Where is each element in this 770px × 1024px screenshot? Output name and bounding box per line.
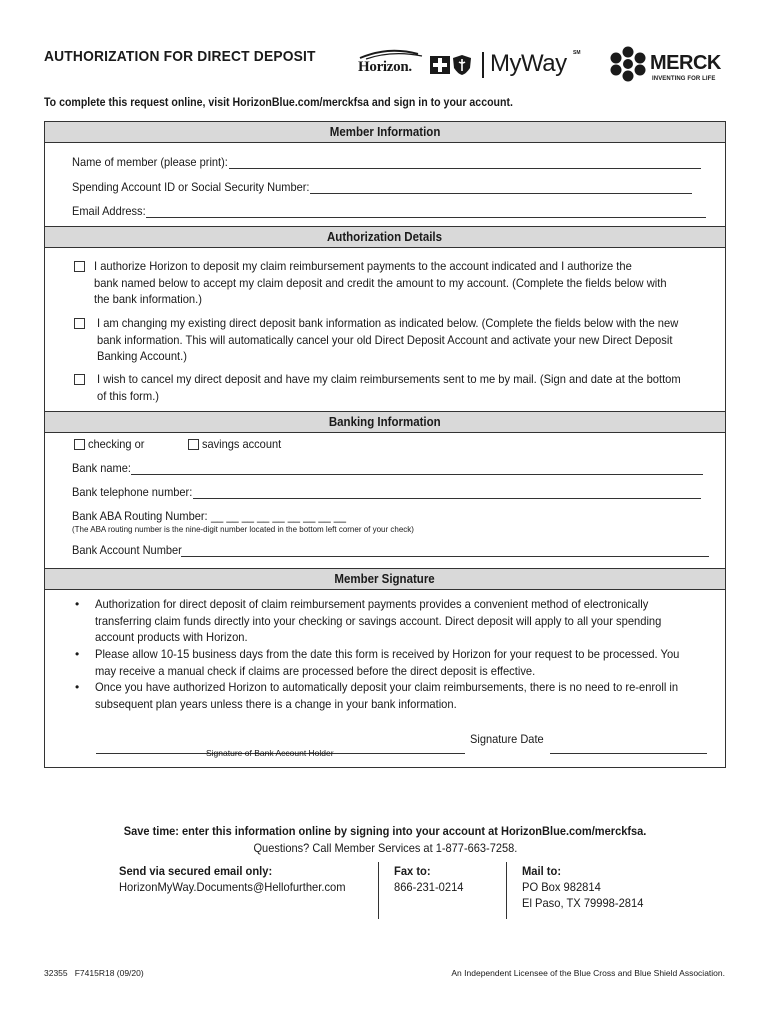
merck-logo-icon bbox=[610, 46, 646, 82]
blue-shield-icon bbox=[452, 54, 472, 76]
signature-date-label bbox=[470, 732, 550, 746]
date-label-text: Signature Date bbox=[470, 732, 544, 746]
section-heading: Authorization Details bbox=[327, 230, 443, 244]
aba-note: (The ABA routing number is the nine-digit number located in the bottom left corner of your check) bbox=[72, 525, 414, 534]
field-label: Email Address: bbox=[72, 204, 146, 218]
horizon-logo bbox=[358, 44, 428, 80]
savings-checkbox[interactable] bbox=[188, 439, 199, 450]
merck-wordmark: MERCK bbox=[650, 52, 721, 74]
signature-date-input[interactable] bbox=[550, 753, 707, 754]
section-heading: Member Information bbox=[329, 125, 441, 139]
bank-phone-input[interactable] bbox=[193, 488, 701, 499]
text-line: Please allow 10-15 business days from the date this form is received by Horizon for your request to be processed. You bbox=[95, 647, 680, 661]
fax-heading: Fax to: bbox=[394, 864, 431, 878]
email-heading: Send via secured email only: bbox=[119, 864, 273, 878]
text-line: Banking Account.) bbox=[97, 349, 187, 363]
mail-heading: Mail to: bbox=[522, 864, 562, 878]
mail-line: El Paso, TX 79998-2814 bbox=[522, 896, 644, 910]
section-member-information bbox=[45, 121, 725, 143]
merck-tagline: INVENTING FOR LIFE bbox=[652, 76, 716, 82]
section-heading: Member Signature bbox=[334, 572, 436, 586]
fax-contact bbox=[394, 863, 469, 895]
blue-cross-icon bbox=[430, 56, 450, 74]
section-member-signature bbox=[45, 568, 725, 590]
signature-caption: Signature of Bank Account Holder bbox=[206, 748, 334, 758]
text-line: the bank information.) bbox=[94, 292, 202, 306]
bullet-item bbox=[95, 679, 722, 712]
text-line: subsequent plan years unless there is a change in your bank information. bbox=[95, 696, 457, 711]
questions-line: Questions? Call Member Services at 1-877-663-7258. bbox=[253, 841, 517, 855]
account-number-input[interactable] bbox=[181, 546, 709, 557]
bullet-item bbox=[95, 596, 704, 646]
bullet-dot: • bbox=[75, 597, 80, 611]
aba-routing-input[interactable]: __ __ __ __ __ __ __ __ __ bbox=[211, 509, 347, 523]
email-contact bbox=[119, 863, 363, 895]
account-id-field[interactable] bbox=[72, 180, 692, 194]
form-box bbox=[44, 121, 726, 768]
email-input[interactable] bbox=[146, 207, 706, 218]
section-heading: Banking Information bbox=[329, 415, 441, 429]
intro-text: To complete this request online, visit HorizonBlue.com/merckfsa and sign in to your account. bbox=[44, 97, 513, 109]
authorize-deposit-checkbox[interactable] bbox=[74, 261, 85, 272]
member-name-input[interactable] bbox=[229, 158, 701, 169]
cancel-deposit-checkbox[interactable] bbox=[74, 374, 85, 385]
account-id-input[interactable] bbox=[310, 183, 692, 194]
mail-contact bbox=[522, 863, 653, 911]
authorize-deposit-text bbox=[94, 258, 710, 308]
bullet-dot: • bbox=[75, 680, 80, 694]
bank-name-input[interactable] bbox=[131, 464, 703, 475]
text-line: I am changing my existing direct deposit bank information as indicated below. (Complete the fields below with the new bbox=[97, 316, 679, 330]
field-label: Bank telephone number: bbox=[72, 485, 193, 499]
text-line: Authorization for direct deposit of claim reimbursement payments provides a convenient method of electronically bbox=[95, 597, 649, 611]
text-line: bank information. This will automatically cancel your old Direct Deposit Account and activate your new Direct Deposit bbox=[97, 332, 673, 347]
field-label: Name of member (please print): bbox=[72, 155, 228, 169]
field-label: Bank Account Number bbox=[72, 543, 182, 557]
change-bank-text bbox=[97, 315, 722, 365]
form-title: AUTHORIZATION FOR DIRECT DEPOSIT bbox=[44, 48, 316, 65]
questions-text bbox=[0, 841, 770, 855]
text-line: of this form.) bbox=[97, 388, 160, 403]
contact-divider bbox=[506, 862, 507, 919]
bullet-item bbox=[95, 646, 723, 679]
horizon-swoosh-icon bbox=[358, 44, 428, 60]
section-banking-information bbox=[45, 411, 725, 433]
horizon-wordmark: Horizon. bbox=[358, 59, 412, 75]
save-time-text bbox=[0, 824, 770, 838]
licensee-text: An Independent Licensee of the Blue Cross and Blue Shield Association. bbox=[451, 968, 725, 978]
myway-wordmark: MyWay bbox=[490, 50, 567, 77]
logo-divider bbox=[482, 52, 484, 78]
checking-label-text: checking or bbox=[88, 437, 145, 451]
field-label: Spending Account ID or Social Security Number: bbox=[72, 180, 310, 194]
text-line: may receive a manual check if claims are processed before the direct deposit is effective. bbox=[95, 663, 536, 678]
fax-number: 866-231-0214 bbox=[394, 880, 464, 894]
savings-label bbox=[202, 437, 288, 451]
text-line: transferring claim funds directly into your checking or savings account. Direct deposit will apply to all your spending bbox=[95, 613, 662, 628]
change-bank-checkbox[interactable] bbox=[74, 318, 85, 329]
field-label: Bank name: bbox=[72, 461, 131, 475]
mail-line: PO Box 982814 bbox=[522, 880, 601, 894]
service-mark: SM bbox=[573, 50, 581, 56]
checking-checkbox[interactable] bbox=[74, 439, 85, 450]
savings-label-text: savings account bbox=[202, 437, 282, 451]
text-line: bank named below to accept my claim deposit and credit the amount to my account. (Complete the fields below with bbox=[94, 275, 667, 290]
text-line: I authorize Horizon to deposit my claim reimbursement payments to the account indicated and I authorize the bbox=[94, 259, 632, 273]
save-time-line: Save time: enter this information online by signing into your account at HorizonBlue.com/merckfsa. bbox=[123, 824, 647, 838]
email-field[interactable] bbox=[72, 204, 706, 218]
member-name-field[interactable] bbox=[72, 155, 701, 169]
logo-bar bbox=[358, 44, 728, 90]
text-line: I wish to cancel my direct deposit and have my claim reimbursements sent to me by mail. (Sign and date at the bottom bbox=[97, 372, 681, 386]
field-label: Bank ABA Routing Number: bbox=[72, 509, 208, 523]
section-authorization-details bbox=[45, 226, 725, 248]
bank-phone-field[interactable] bbox=[72, 485, 701, 499]
aba-routing-field[interactable] bbox=[72, 509, 358, 523]
account-number-field[interactable] bbox=[72, 543, 709, 557]
bank-name-field[interactable] bbox=[72, 461, 703, 475]
contact-divider bbox=[378, 862, 379, 919]
text-line: account products with Horizon. bbox=[95, 630, 248, 644]
cancel-deposit-text bbox=[97, 371, 725, 404]
checking-label bbox=[88, 437, 149, 451]
form-id: 32355 F7415R18 (09/20) bbox=[44, 968, 144, 978]
text-line: Once you have authorized Horizon to automatically deposit your claim reimbursements, there is no need to re-enroll in bbox=[95, 680, 679, 694]
email-address-link[interactable]: HorizonMyWay.Documents@Hellofurther.com bbox=[119, 880, 346, 894]
bullet-dot: • bbox=[75, 647, 80, 661]
